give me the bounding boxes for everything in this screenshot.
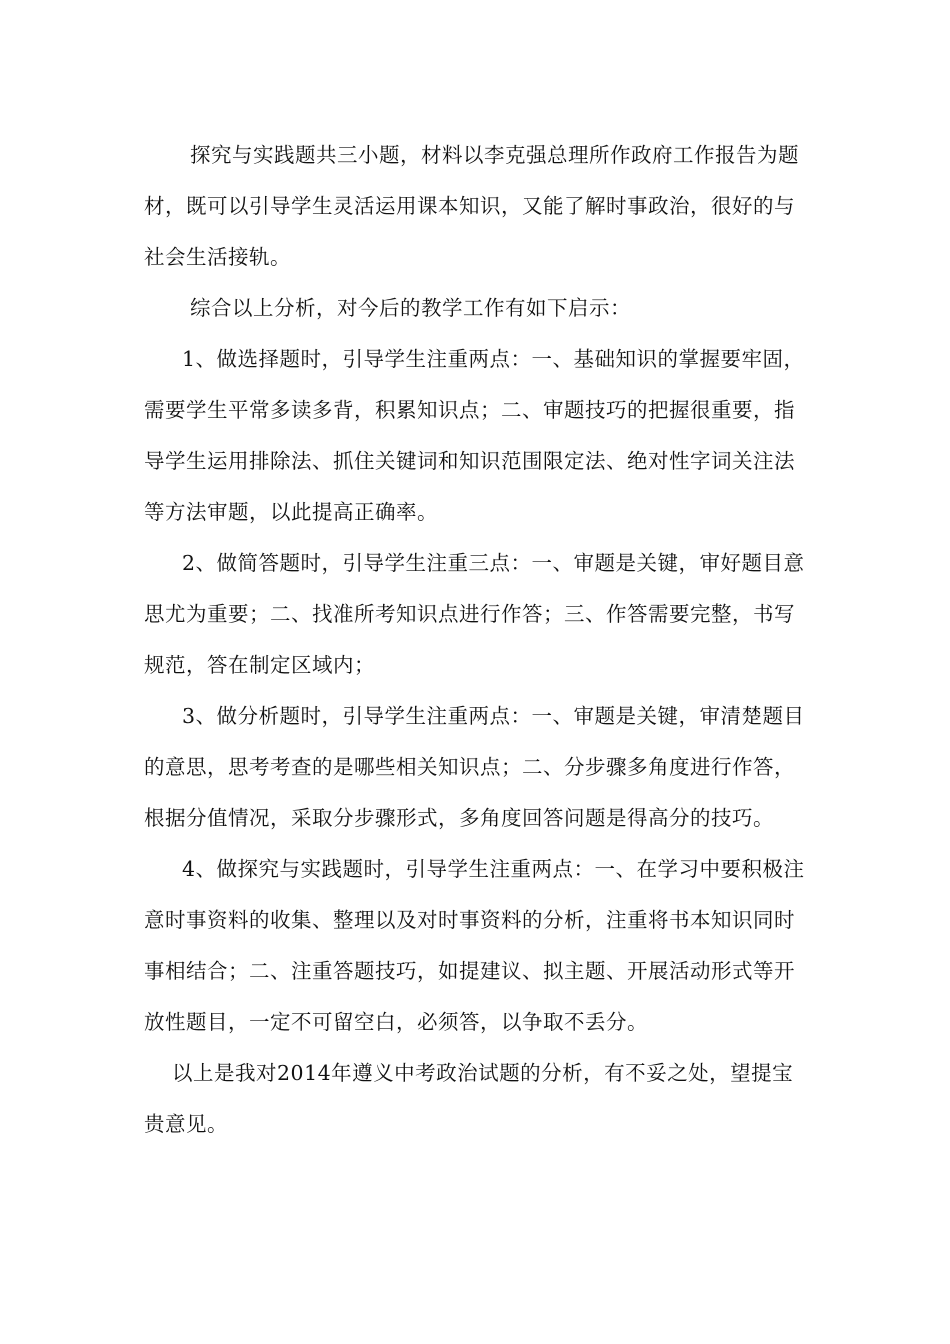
paragraph-analysis-tips: 3、做分析题时，引导学生注重两点：一、审题是关键，审清楚题目的意思，思考考查的是哪些相关知识点；二、分步骤多角度进行作答，根据分值情况，采取分步骤形式，多角度回答问题是得高分的技巧。 (144, 704, 805, 830)
paragraph-teaching-insights-intro: 综合以上分析，对今后的教学工作有如下启示： (190, 296, 631, 320)
paragraph-conclusion: 以上是我对2014年遵义中考政治试题的分析，有不妥之处，望提宝贵意见。 (144, 1061, 794, 1136)
paragraph-exploration-practice-tips: 4、做探究与实践题时，引导学生注重两点：一、在学习中要积极注意时事资料的收集、整理以及对时事资料的分析，注重将书本知识同时事相结合；二、注重答题技巧，如提建议、拟主题、开展活动形式等开放性题目，一定不可留空白，必须答，以争取不丢分。 (144, 857, 805, 1034)
paragraph-exploration-summary: 探究与实践题共三小题，材料以李克强总理所作政府工作报告为题材，既可以引导学生灵活运用课本知识，又能了解时事政治，很好的与社会生活接轨。 (144, 143, 799, 269)
paragraph-short-answer-tips: 2、做简答题时，引导学生注重三点：一、审题是关键，审好题目意思尤为重要；二、找准所考知识点进行作答；三、作答需要完整，书写规范，答在制定区域内； (144, 551, 805, 677)
paragraph-multiple-choice-tips: 1、做选择题时，引导学生注重两点：一、基础知识的掌握要牢固，需要学生平常多读多背，积累知识点；二、审题技巧的把握很重要，指导学生运用排除法、抓住关键词和知识范围限定法、绝对性字词关注法等方法审题，以此提高正确率。 (144, 347, 805, 524)
document-body (144, 130, 812, 1150)
